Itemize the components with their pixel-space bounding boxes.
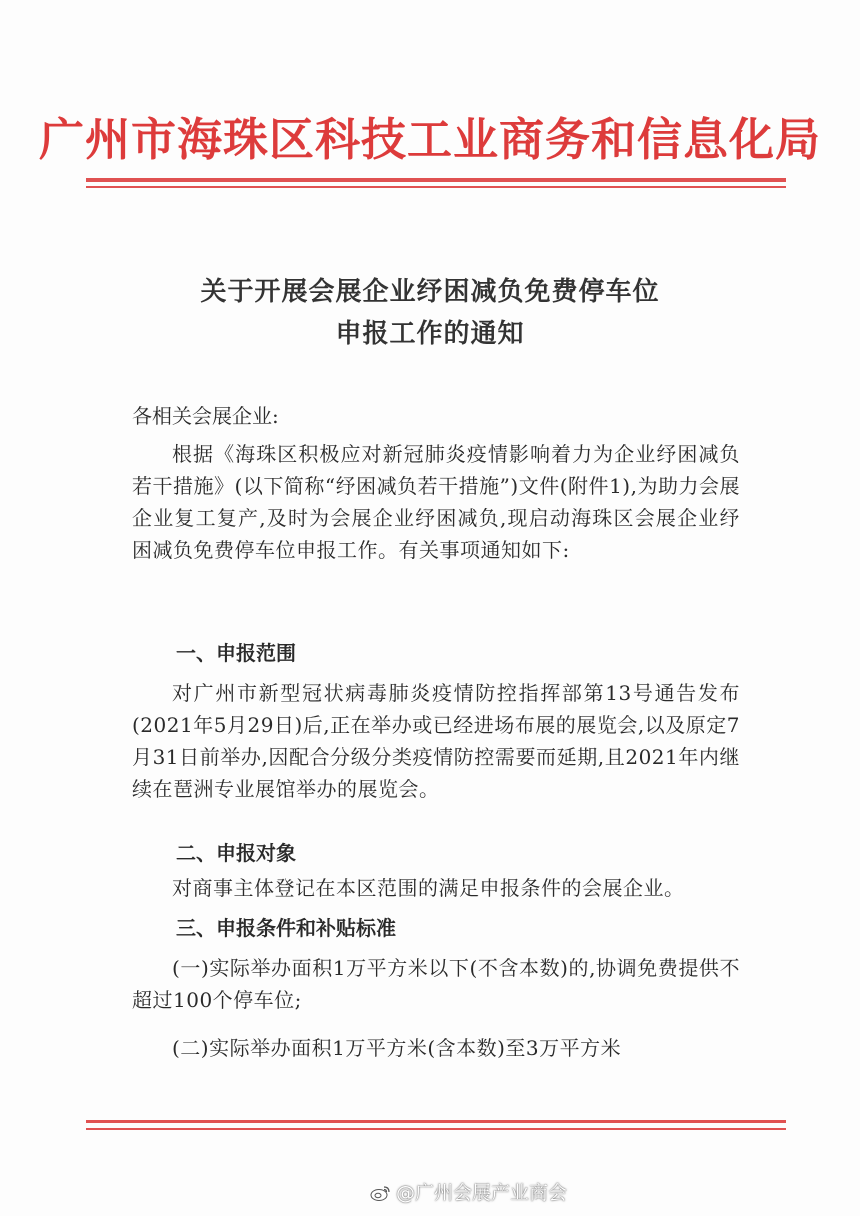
intro-paragraph-text: 根据《海珠区积极应对新冠肺炎疫情影响着力为企业纾困减负若干措施》(以下简称“纾困减负若干措施”)文件(附件1),为助力会展企业复工复产,及时为会展企业纾困减负,现启动海珠区会展企业纾困减负免费停车位申报工作。有关事项通知如下: [132, 442, 740, 562]
section-scope-paragraph [132, 677, 740, 805]
salutation: 各相关会展企业: [132, 404, 279, 428]
weibo-icon [370, 1184, 392, 1202]
section-heading-conditions: 三、申报条件和补贴标准 [176, 916, 396, 940]
condition-item-2 [132, 1032, 740, 1064]
issuing-organization: 广州市海珠区科技工业商务和信息化局 [38, 113, 821, 166]
section-scope-text: 对广州市新型冠状病毒肺炎疫情防控指挥部第13号通告发布(2021年5月29日)后,正在举办或已经进场布展的展览会,以及原定7月31日前举办,因配合分级分类疫情防控需要而延期,且2021年内继续在琶洲专业展馆举办的展览会。 [132, 681, 740, 801]
source-watermark [370, 1180, 567, 1206]
condition-item-1-text: (一)实际举办面积1万平方米以下(不含本数)的,协调免费提供不超过100个停车位; [132, 956, 740, 1012]
intro-paragraph [132, 438, 740, 566]
footer-rule-thick [86, 1120, 786, 1123]
condition-item-1 [132, 952, 740, 1016]
section-heading-scope: 一、申报范围 [176, 641, 296, 665]
section-applicants-text: 对商事主体登记在本区范围的满足申报条件的会展企业。 [172, 876, 685, 900]
watermark-text: @广州会展产业商会 [396, 1182, 568, 1204]
section-applicants-paragraph [132, 872, 740, 904]
document-title-line-2: 申报工作的通知 [335, 319, 525, 349]
section-heading-applicants: 二、申报对象 [176, 841, 296, 865]
condition-item-2-text: (二)实际举办面积1万平方米(含本数)至3万平方米 [172, 1036, 622, 1060]
document-title-line-1: 关于开展会展企业纾困减负免费停车位 [200, 277, 660, 307]
header-rule-thin [86, 186, 786, 188]
header-rule-thick [86, 178, 786, 182]
footer-rule-thin [86, 1128, 786, 1130]
